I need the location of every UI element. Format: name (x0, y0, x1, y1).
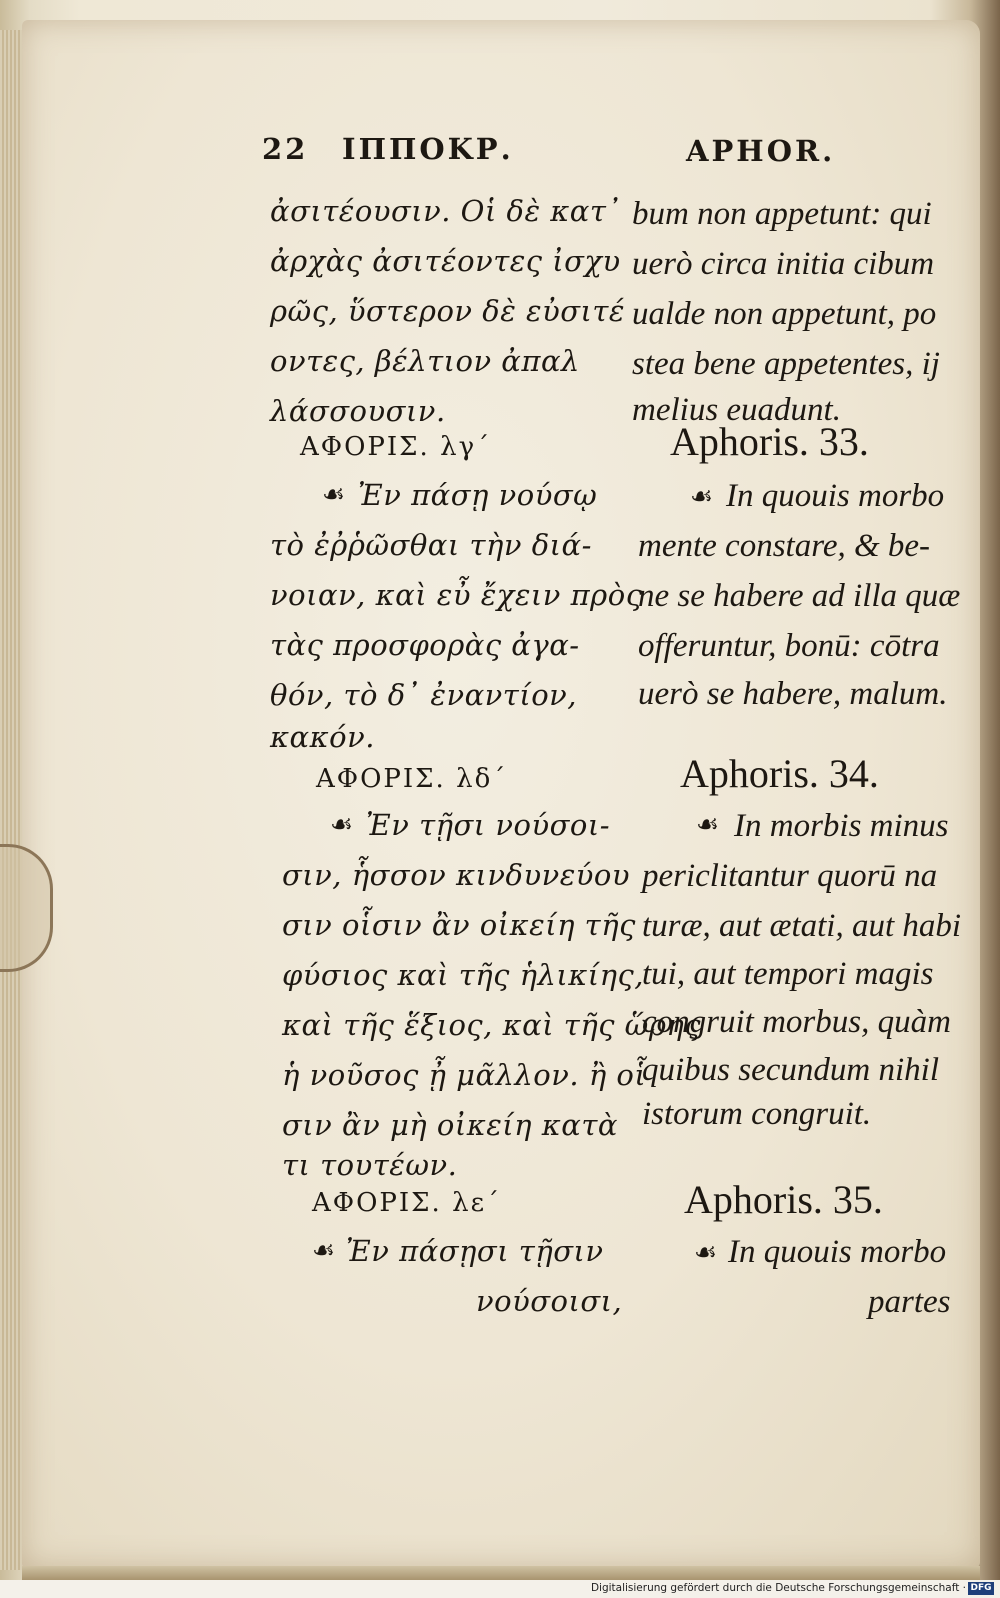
greek-line: τι τουτέων. (282, 1148, 458, 1182)
latin-line: uerò circa initia cibum (632, 246, 935, 282)
digitization-credit: Digitalisierung gefördert durch die Deutsche Forschungsgemeinschaft · (590, 1582, 966, 1594)
latin-line: quibus secundum nihil (642, 1052, 939, 1088)
greek-line: θόν, τὸ δ᾽ ἐναντίον, (270, 678, 578, 712)
greek-line: νούσοισι, (476, 1284, 623, 1318)
greek-line: Ἐν πάσῃ νούσῳ (358, 478, 598, 512)
page-number: 22 (262, 132, 309, 166)
greek-line: Ἐν πάσῃσι τῇσιν (346, 1234, 604, 1268)
paragraph-mark-icon: ☙ (690, 482, 714, 512)
paragraph-mark-icon: ☙ (312, 1236, 336, 1266)
latin-line: istorum congruit. (642, 1096, 872, 1132)
latin-line: In morbis minus (734, 808, 949, 844)
greek-line: λάσσουσιν. (270, 394, 446, 428)
latin-line: melius euadunt. (632, 392, 841, 428)
dfg-logo: DFG (968, 1582, 994, 1595)
latin-line: congruit morbus, quàm (642, 1004, 951, 1040)
latin-line: uerò se habere, malum. (638, 676, 948, 712)
aphorism-heading-greek: ΑΦΟΡΙΣ. λγ´ (300, 432, 492, 462)
greek-line: κακόν. (270, 720, 375, 754)
greek-line: Ἐν τῇσι νούσοι- (366, 808, 611, 842)
latin-line: partes (868, 1284, 951, 1320)
paragraph-mark-icon: ☙ (696, 810, 720, 840)
latin-line: bum non appetunt: qui (632, 196, 932, 232)
greek-line: σιν οἷσιν ἂν οἰκείη τῆς (282, 908, 636, 942)
latin-line: In quouis morbo (726, 478, 945, 514)
latin-line: ne se habere ad illa quæ (638, 578, 961, 614)
latin-line: ualde non appetunt, po (632, 296, 937, 332)
running-title-left: ΙΠΠΟΚΡ. (342, 132, 514, 166)
greek-line: σιν, ἧσσον κινδυνεύου (282, 858, 631, 892)
greek-line: τὸ ἐῤῥῶσθαι τὴν διά- (270, 528, 592, 562)
paragraph-mark-icon: ☙ (694, 1238, 718, 1268)
greek-line: ἀρχὰς ἀσιτέοντες ἰσχυ (270, 244, 621, 278)
latin-line: stea bene appetentes, ij (632, 346, 940, 382)
aphorism-heading-latin: Aphoris. 35. (684, 1177, 883, 1222)
latin-line: periclitantur quorū na (642, 858, 938, 894)
greek-line: ἡ νοῦσος ᾖ μᾶλλον. ἢ οἷ (282, 1058, 647, 1092)
paragraph-mark-icon: ☙ (330, 810, 354, 840)
greek-line: καὶ τῆς ἕξιος, καὶ τῆς ὥρης (282, 1008, 701, 1042)
latin-line: mente constare, & be- (638, 528, 931, 564)
paragraph-mark-icon: ☙ (322, 480, 346, 510)
greek-line: φύσιος καὶ τῆς ἡλικίης, (282, 958, 644, 992)
greek-line: ρῶς, ὕστερον δὲ εὐσιτέ (270, 294, 625, 328)
aphorism-heading-greek: ΑΦΟΡΙΣ. λε´ (312, 1188, 502, 1218)
running-title-right: APHOR. (686, 134, 836, 168)
latin-line: In quouis morbo (728, 1234, 947, 1270)
aphorism-heading-latin: Aphoris. 34. (680, 751, 879, 796)
greek-line: σιν ἂν μὴ οἰκείη κατὰ (282, 1108, 618, 1142)
latin-line: turæ, aut ætati, aut habi (642, 908, 962, 944)
greek-line: νοιαν, καὶ εὖ ἔχειν πρὸς (270, 578, 643, 612)
page-bottom-edge (22, 1566, 980, 1580)
aphorism-heading-greek: ΑΦΟΡΙΣ. λδ´ (316, 764, 508, 794)
aphorism-heading-latin: Aphoris. 33. (670, 419, 869, 464)
latin-line: offeruntur, bonū: cōtra (638, 628, 940, 664)
page-edge (0, 30, 22, 1570)
greek-line: οντες, βέλτιον ἀπαλ (270, 344, 580, 378)
greek-line: τὰς προσφορὰς ἀγα- (270, 628, 580, 662)
greek-line: ἀσιτέουσιν. Οἱ δὲ κατ᾽ (270, 194, 622, 228)
latin-line: tui, aut tempori magis (642, 956, 934, 992)
